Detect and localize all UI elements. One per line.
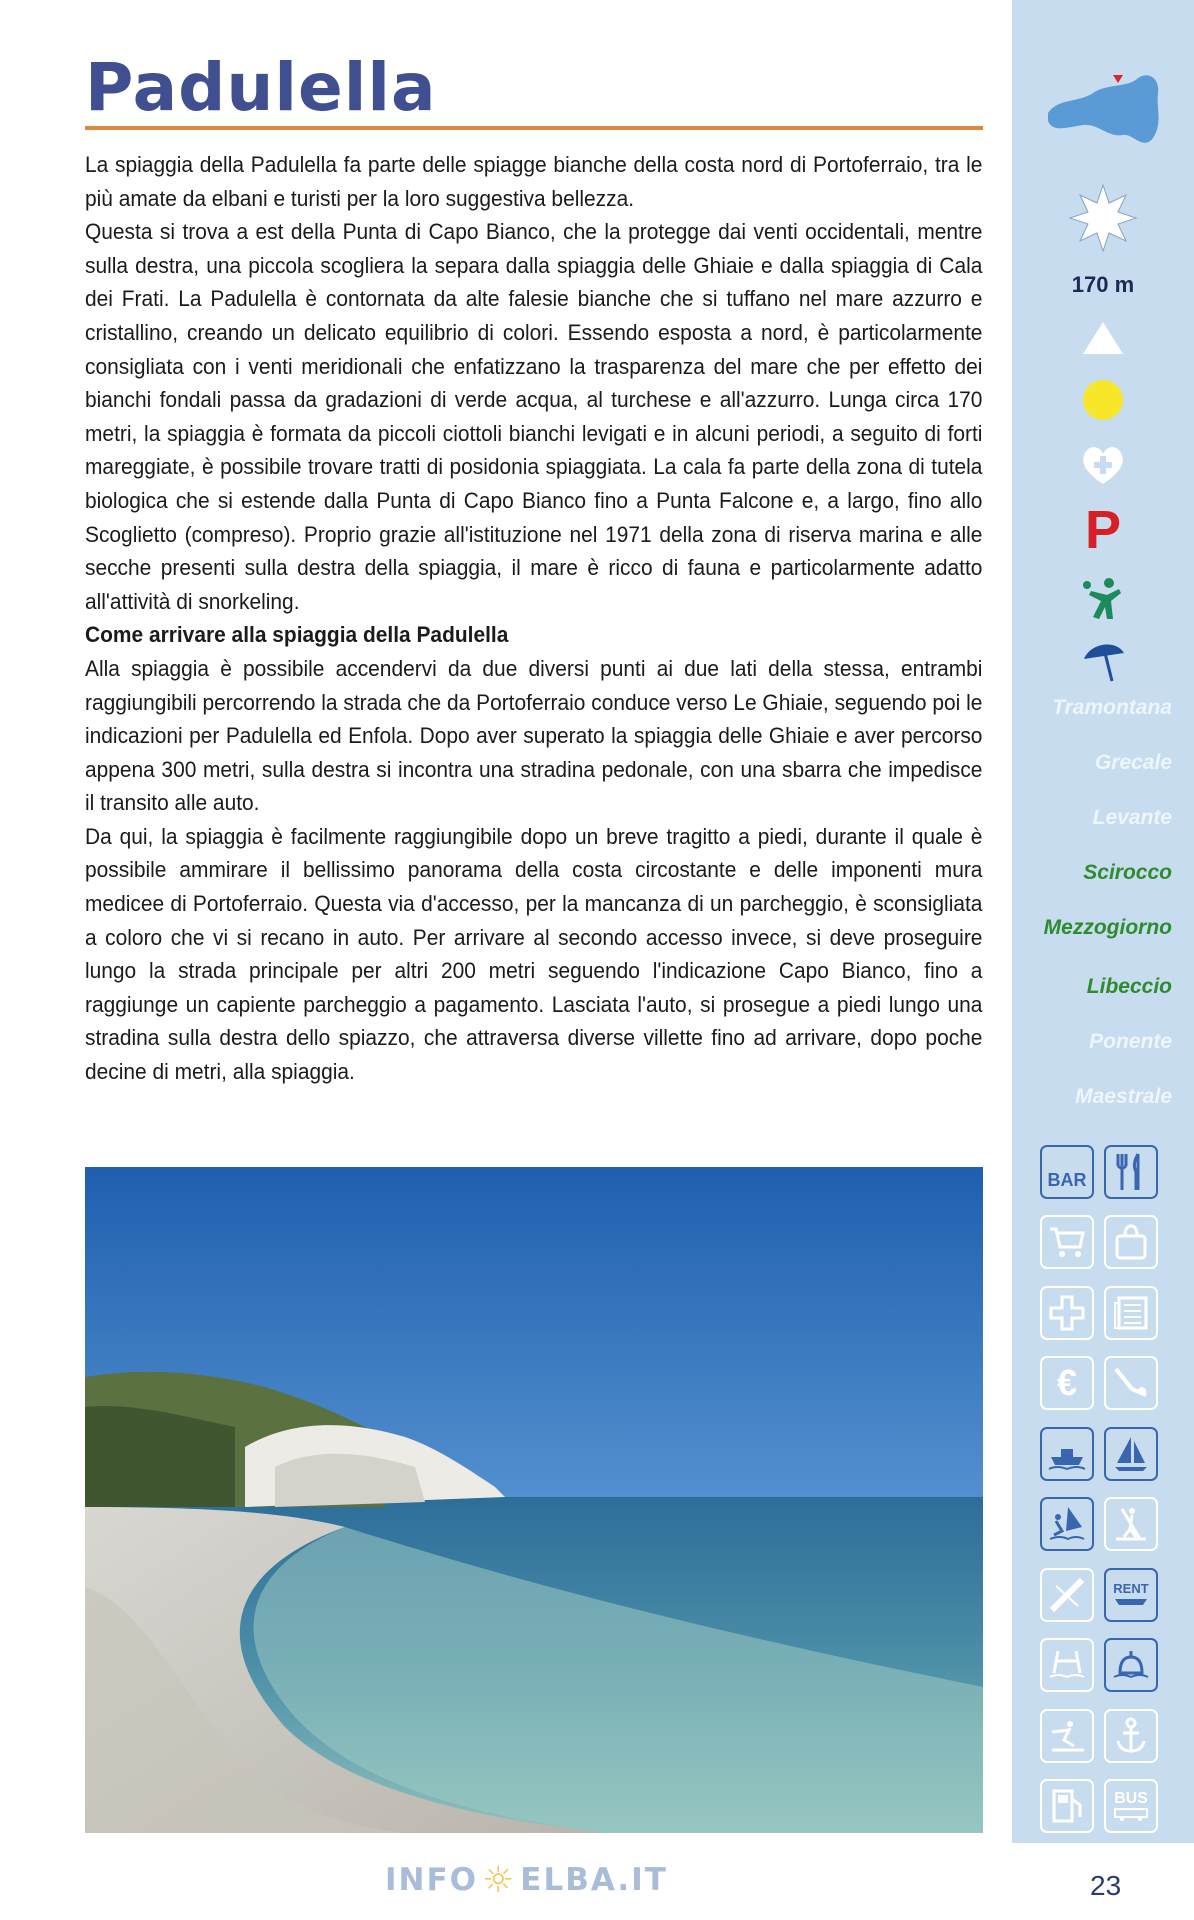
anchor-icon bbox=[1104, 1709, 1158, 1763]
bar-icon bbox=[1040, 1145, 1094, 1199]
parking-label: P bbox=[1084, 500, 1122, 560]
paragraph-directions-1: Alla spiaggia è possibile accendervi da due diversi punti ai due lati della stessa, entrambi raggiungibili percorrendo la strada che da Portoferraio conduce verso Le Ghiaie, seguendo poi le indicazioni per Padulella ed Enfola. Dopo aver superato la spiaggia delle Ghiaie e aver percorso appena 300 metri, sulla destra si incontra una stradina pedonale, con una sbarra che impedisce il transito alle auto. bbox=[85, 655, 983, 816]
beach-length bbox=[1012, 270, 1194, 300]
paragraph-description: Questa si trova a est della Punta di Capo Bianco, che la protegge dai venti occidentali, mentre sulla destra, una piccola scogliera la separa dalla spiaggia delle Ghiaie e dalla spiaggia di Cala dei Frati. La Padulella è contornata da alte falesie bianche che si tuffano nel mare azzurro e cristallino, creando un delicato equilibrio di colori. Essendo esposta a nord, è particolarmente consigliata con i venti meridionali che enfatizzano la trasparenza del mare che per effetto dei bianchi fondali passa da gradazioni di verde acqua, al turchese e all'azzurro. Lunga circa 170 metri, la spiaggia è formata da piccoli ciottoli bianchi levigati e in alcuni periodi, a seguito di forti mareggiate, è possibile trovare tratti di posidonia spiaggiata. La cala fa parte della zona di tutela biologica che si estende dalla Punta di Capo Bianco fino a Punta Falcone e, a largo, fino allo Scoglietto (compreso). Proprio grazie all'istituzione nel 1971 della zona di riserva marina e alle secche presenti sulla destra della spiaggia, il mare è ricco di fauna e particolarmente adatto all'attività di snorkeling. bbox=[85, 219, 983, 614]
sidebar bbox=[1012, 0, 1194, 1843]
rent-label: RENT bbox=[1113, 1580, 1149, 1596]
subheading-directions: Come arrivare alla spiaggia della Padulella bbox=[85, 622, 509, 648]
wind-grecale: Grecale bbox=[1094, 751, 1172, 774]
parking-icon bbox=[1012, 500, 1194, 560]
windsurf-icon bbox=[1040, 1497, 1094, 1551]
sun-exposure-icon bbox=[1012, 183, 1194, 253]
buoy-icon bbox=[1104, 1638, 1158, 1692]
wind-scirocco: Scirocco bbox=[1083, 861, 1172, 884]
wind-maestrale: Maestrale bbox=[1075, 1085, 1172, 1108]
bus-icon bbox=[1104, 1779, 1158, 1833]
atm-euro-icon: € bbox=[1040, 1356, 1094, 1410]
paddle-board-icon bbox=[1104, 1497, 1158, 1551]
paragraph-directions-2: Da qui, la spiaggia è facilmente raggiungibile dopo un breve tragitto a piedi, durante il quale è possibile ammirare il bellissimo panorama della costa circostante e delle imponenti mura medicee di Portoferraio. Questa via d'accesso, per la mancanza di un parcheggio, è sconsigliata a coloro che vi si recano in auto. Per arrivare al secondo accesso invece, si deve proseguire lungo la strada principale per altri 200 metri seguendo l'indicazione Capo Bianco, fino a raggiunge un capiente parcheggio a pagamento. Lasciata l'auto, si prosegue a piedi lungo una stradina sulla destra dello spiazzo, che attraversa diverse villette fino ad arrivare, dopo poche decine di metri, alla spiaggia. bbox=[85, 823, 983, 1085]
page-number: 23 bbox=[1090, 1870, 1122, 1901]
page-title: Padulella bbox=[85, 49, 437, 126]
sailing-icon bbox=[1104, 1427, 1158, 1481]
beach-photo bbox=[85, 1167, 983, 1833]
rent-icon bbox=[1104, 1568, 1158, 1622]
shopping-cart-icon bbox=[1040, 1215, 1094, 1269]
beach-length-value: 170 m bbox=[1071, 272, 1135, 297]
diving-icon bbox=[1104, 1356, 1158, 1410]
footer-logo bbox=[385, 1858, 668, 1902]
sand-color-icon bbox=[1012, 378, 1194, 422]
footer-logo-right: ELBA.IT bbox=[520, 1862, 668, 1898]
wind-libeccio: Libeccio bbox=[1086, 975, 1172, 998]
bus-label: BUS bbox=[1114, 1790, 1148, 1807]
wind-ponente: Ponente bbox=[1089, 1030, 1172, 1053]
main-column bbox=[85, 50, 983, 1089]
umbrella-icon bbox=[1012, 638, 1194, 684]
wind-tramontana: Tramontana bbox=[1052, 696, 1172, 719]
pebble-beach-icon bbox=[1012, 318, 1194, 358]
waterski-icon bbox=[1040, 1709, 1094, 1763]
wind-levante: Levante bbox=[1092, 806, 1172, 829]
bar-label: BAR bbox=[1047, 1170, 1087, 1190]
pedalo-icon bbox=[1040, 1638, 1094, 1692]
wind-mezzogiorno: Mezzogiorno bbox=[1043, 916, 1172, 939]
footer-logo-left: INFO bbox=[385, 1862, 479, 1898]
pharmacy-cross-icon bbox=[1040, 1286, 1094, 1340]
shopping-bag-icon bbox=[1104, 1215, 1158, 1269]
kayak-icon bbox=[1040, 1568, 1094, 1622]
island-map-icon bbox=[1012, 60, 1194, 155]
newspaper-icon bbox=[1104, 1286, 1158, 1340]
activity-person-icon bbox=[1012, 574, 1194, 624]
fuel-pump-icon bbox=[1040, 1779, 1094, 1833]
boat-trip-icon bbox=[1040, 1427, 1094, 1481]
paragraph-intro: La spiaggia della Padulella fa parte delle spiagge bianche della costa nord di Portoferraio, tra le più amate da elbani e turisti per la loro suggestiva bellezza. bbox=[85, 152, 983, 211]
restaurant-icon bbox=[1104, 1145, 1158, 1199]
sun-icon: ☼ bbox=[482, 1859, 517, 1901]
title-divider bbox=[85, 126, 983, 130]
first-aid-heart-icon bbox=[1012, 442, 1194, 488]
article-body bbox=[85, 148, 982, 1089]
